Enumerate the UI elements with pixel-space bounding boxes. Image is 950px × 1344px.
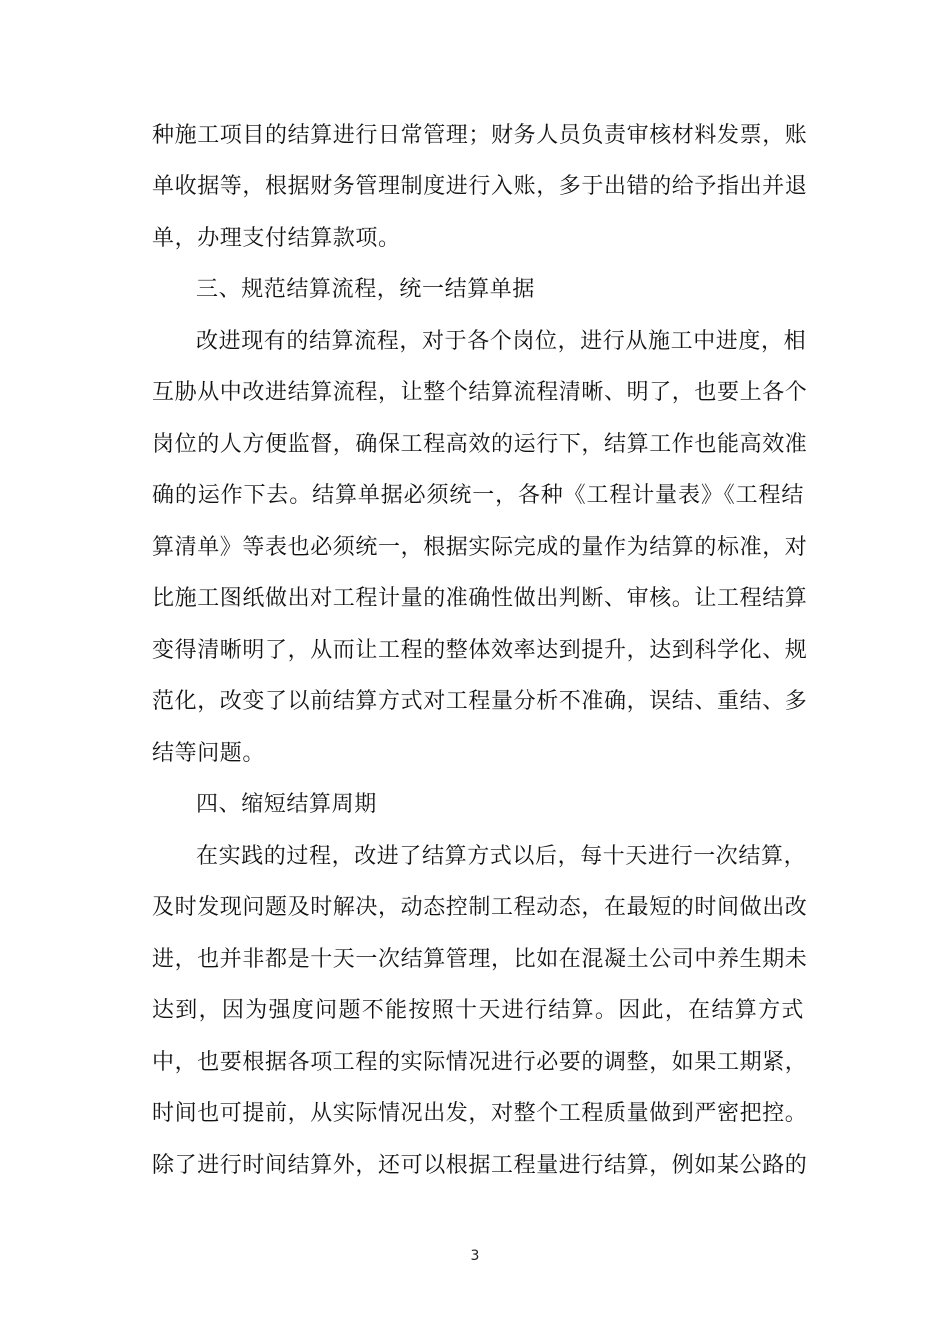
body-text-line: 在实践的过程，改进了结算方式以后，每十天进行一次结算， (196, 844, 807, 869)
body-text-line: 进，也并非都是十天一次结算管理，比如在混凝土公司中养生期未 (152, 947, 808, 972)
body-text-line: 单收据等，根据财务管理制度进行入账，多于出错的给予指出并退 (152, 174, 808, 199)
body-text-line: 单，办理支付结算款项。 (152, 226, 401, 251)
section-heading: 三、规范结算流程，统一结算单据 (196, 277, 536, 302)
body-text-line: 除了进行时间结算外，还可以根据工程量进行结算，例如某公路的 (152, 1153, 808, 1178)
body-text-line: 比施工图纸做出对工程计量的准确性做出判断、审核。让工程结算 (152, 586, 808, 611)
body-text-line: 结等问题。 (152, 741, 266, 766)
body-text-line: 达到，因为强度问题不能按照十天进行结算。因此，在结算方式 (152, 998, 804, 1023)
page-number: 3 (470, 1248, 480, 1264)
body-text-line: 及时发现问题及时解决，动态控制工程动态，在最短的时间做出改 (152, 895, 808, 920)
body-text-line: 互胁从中改进结算流程，让整个结算流程清晰、明了，也要上各个 (152, 380, 808, 405)
body-text-line: 算清单》等表也必须统一，根据实际完成的量作为结算的标准，对 (152, 535, 808, 560)
body-text-line: 中，也要根据各项工程的实际情况进行必要的调整，如果工期紧， (152, 1050, 808, 1075)
body-text-line: 变得清晰明了，从而让工程的整体效率达到提升，达到科学化、规 (152, 638, 808, 663)
body-text-line: 确的运作下去。结算单据必须统一，各种《工程计量表》《工程结 (152, 483, 804, 508)
body-text-line: 岗位的人方便监督，确保工程高效的运行下，结算工作也能高效准 (152, 432, 808, 457)
body-text-line: 改进现有的结算流程，对于各个岗位，进行从施工中进度，相 (196, 329, 807, 354)
body-text-line: 范化，改变了以前结算方式对工程量分析不准确，误结、重结、多 (152, 689, 808, 714)
section-heading: 四、缩短结算周期 (196, 792, 377, 817)
body-text-line: 时间也可提前，从实际情况出发，对整个工程质量做到严密把控。 (152, 1101, 808, 1126)
body-text-line: 种施工项目的结算进行日常管理；财务人员负责审核材料发票，账 (152, 123, 808, 148)
